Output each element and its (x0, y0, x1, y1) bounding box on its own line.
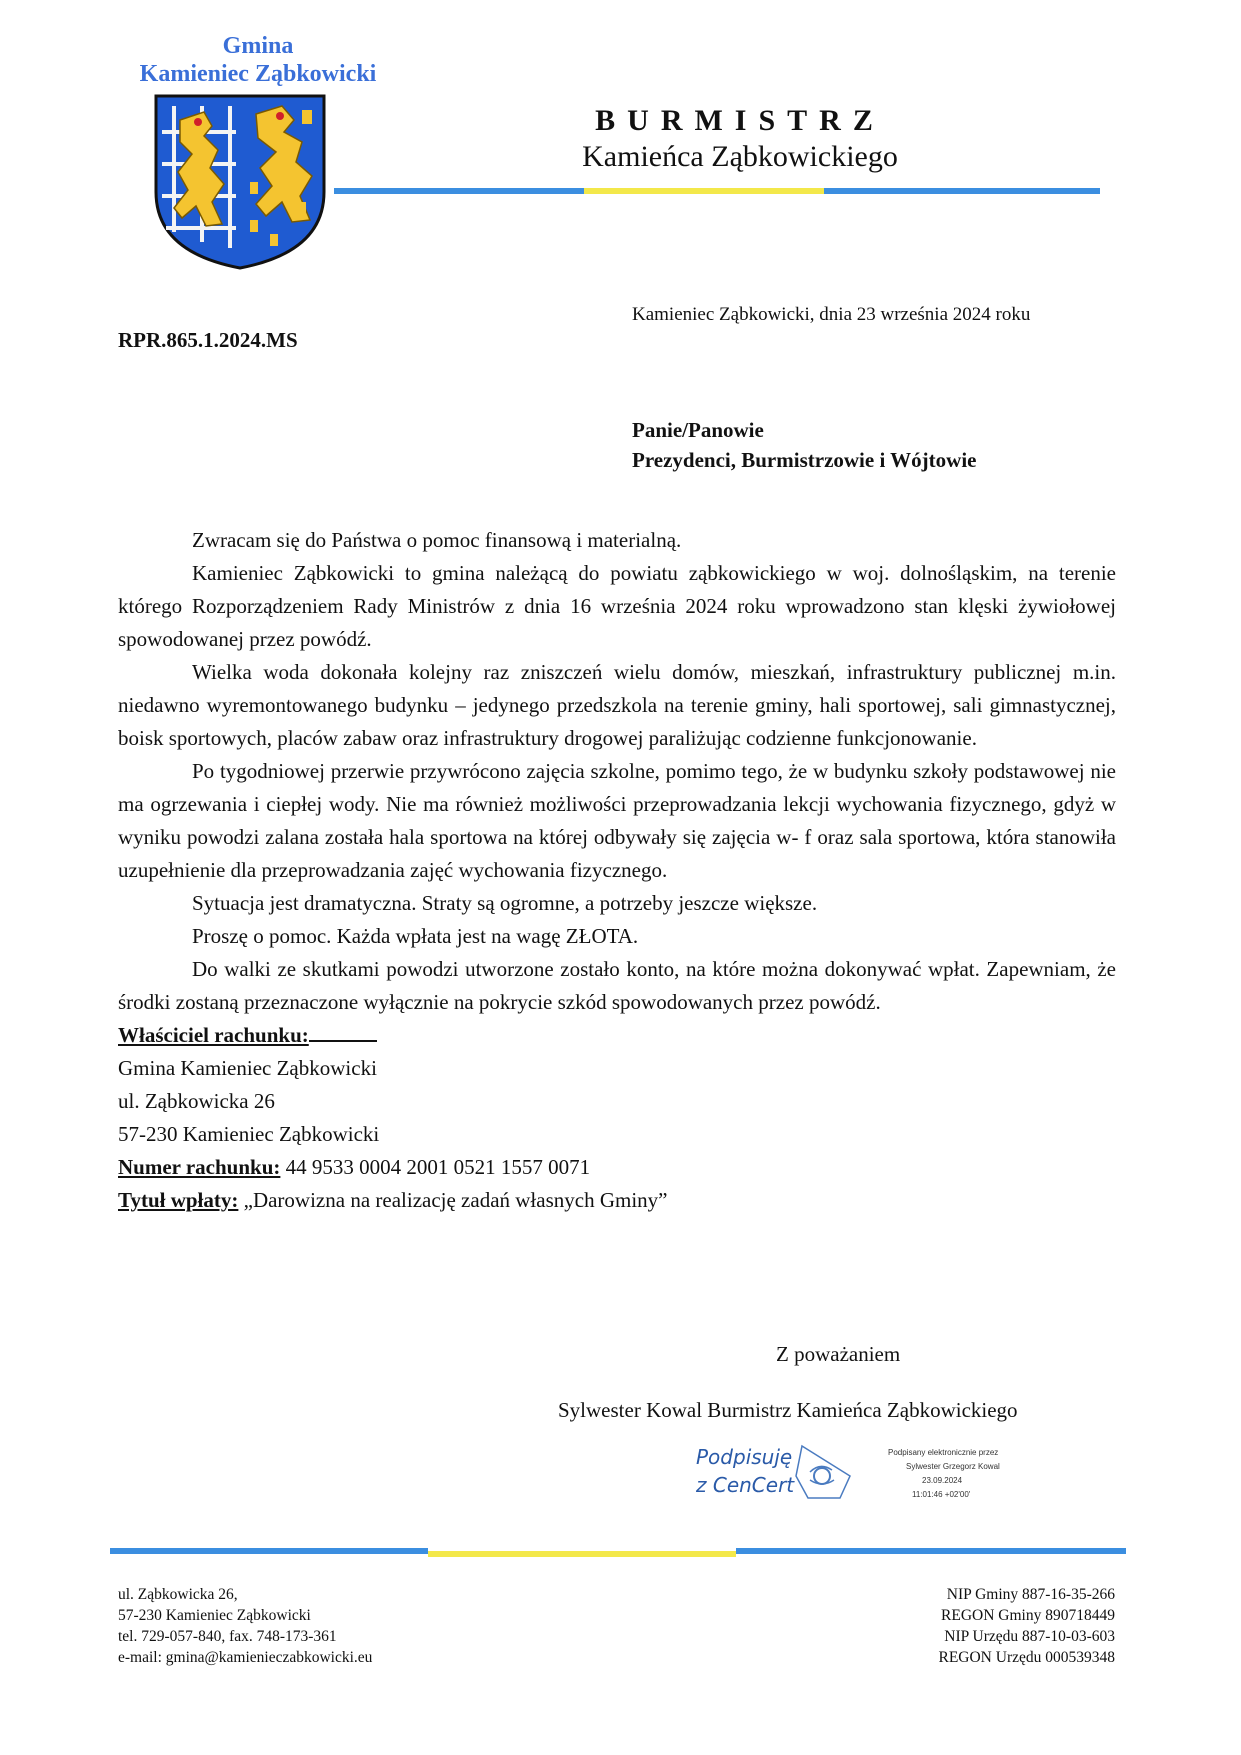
footer-bar-yellow (428, 1551, 736, 1557)
footer-phone: tel. 729-057-840, fax. 748-173-361 (118, 1628, 337, 1645)
coat-of-arms-icon (152, 92, 328, 272)
office-title: BURMISTRZ (595, 104, 885, 137)
footer-contact (118, 1584, 372, 1668)
account-owner-row (118, 1019, 1116, 1052)
account-owner-name: Gmina Kamieniec Ząbkowicki (118, 1056, 377, 1080)
footer-regon-urzedu: REGON Urzędu 000539348 (938, 1649, 1115, 1666)
reference-number: RPR.865.1.2024.MS (118, 328, 298, 352)
footer-bar-blue-left (110, 1548, 428, 1554)
owner-label-underline (309, 1022, 377, 1042)
addressee-line1: Panie/Panowie (632, 418, 764, 442)
header-bar-yellow (584, 188, 824, 194)
account-details (118, 1019, 1116, 1217)
footer-nip-gminy: NIP Gminy 887-16-35-266 (946, 1586, 1115, 1603)
account-number-label: Numer rachunku: (118, 1155, 281, 1179)
signature-logo-line1: Podpisuję (696, 1445, 793, 1469)
cencert-signature-logo (690, 1436, 860, 1504)
header-bar-blue-left (334, 188, 584, 194)
signature-logo-line2: z CenCert (696, 1473, 795, 1497)
signed-time: 11:01:46 +02'00' (912, 1490, 971, 1499)
footer-city: 57-230 Kamieniec Ząbkowicki (118, 1607, 311, 1624)
letter-body (118, 524, 1116, 1217)
account-number-value: 44 9533 0004 2001 0521 1557 0071 (285, 1155, 591, 1179)
footer-nip-urzedu: NIP Urzędu 887-10-03-603 (944, 1628, 1115, 1645)
footer-identifiers (938, 1584, 1115, 1668)
signed-by-name: Sylwester Grzegorz Kowal (906, 1462, 1000, 1471)
office-subtitle: Kamieńca Ząbkowickiego (582, 140, 898, 173)
signed-date: 23.09.2024 (922, 1476, 963, 1485)
account-owner-city: 57-230 Kamieniec Ząbkowicki (118, 1122, 380, 1146)
signed-by-label: Podpisany elektronicznie przez (888, 1448, 999, 1457)
payment-title-label: Tytuł wpłaty: (118, 1188, 239, 1212)
signatory-name: Sylwester Kowal Burmistrz Kamieńca Ząbkowickiego (558, 1398, 1018, 1422)
municipality-label-line1: Gmina (222, 33, 294, 59)
paragraph-1: Zwracam się do Państwa o pomoc finansową i materialną. (192, 528, 682, 552)
footer-street: ul. Ząbkowicka 26, (118, 1586, 238, 1603)
header-bar-blue-right (824, 188, 1100, 194)
paragraph-5: Sytuacja jest dramatyczna. Straty są ogromne, a potrzeby jeszcze większe. (192, 891, 818, 915)
account-owner-street: ul. Ząbkowicka 26 (118, 1089, 275, 1113)
municipality-label-line2: Kamieniec Ząbkowicki (139, 61, 377, 87)
municipality-label (108, 32, 408, 88)
addressee (632, 415, 976, 475)
paragraph-6: Proszę o pomoc. Każda wpłata jest na wagę ZŁOTA. (192, 924, 639, 948)
payment-title-row (118, 1184, 1116, 1217)
addressee-line2: Prezydenci, Burmistrzowie i Wójtowie (632, 448, 977, 472)
account-number-row (118, 1151, 1116, 1184)
paragraph-3: Wielka woda dokonała kolejny raz zniszczeń wielu domów, mieszkań, infrastruktury publicznej m.in. niedawno wyremontowanego budynku – jedynego przedszkola na terenie gminy, hali sportowej, sali gimnastycznej, boisk sportowych, placów zabaw oraz infrastruktury drogowej paraliżując codzienne funkcjonowanie. (118, 660, 1116, 750)
footer-bar-blue-right (736, 1548, 1126, 1554)
account-owner-label: Właściciel rachunku: (118, 1023, 309, 1047)
date-line: Kamieniec Ząbkowicki, dnia 23 września 2024 roku (632, 304, 1031, 325)
paragraph-7: Do walki ze skutkami powodzi utworzone zostało konto, na które można dokonywać wpłat. Zapewniam, że środki zostaną przeznaczone wyłącznie na pokrycie szkód spowodowanych przez powódź. (118, 957, 1116, 1014)
paragraph-2: Kamieniec Ząbkowicki to gmina należącą do powiatu ząbkowickiego w woj. dolnośląskim, na terenie którego Rozporządzeniem Rady Ministrów z dnia 16 września 2024 roku wprowadzono stan klęski żywiołowej spowodowanej przez powódź. (118, 561, 1116, 651)
paragraph-4: Po tygodniowej przerwie przywrócono zajęcia szkolne, pomimo tego, że w budynku szkoły podstawowej nie ma ogrzewania i ciepłej wody. Nie ma również możliwości przeprowadzania lekcji wychowania fizycznego, gdyż w wyniku powodzi zalana została hala sportowa na której odbywały się zajęcia w- f oraz sala sportowa, która stanowiła uzupełnienie dla przeprowadzania zajęć wychowania fizycznego. (118, 759, 1116, 882)
footer-regon-gminy: REGON Gminy 890718449 (941, 1607, 1115, 1624)
closing-greeting: Z poważaniem (776, 1342, 901, 1366)
payment-title-value: „Darowizna na realizację zadań własnych Gminy” (243, 1188, 668, 1212)
footer-email: e-mail: gmina@kamienieczabkowicki.eu (118, 1649, 373, 1666)
